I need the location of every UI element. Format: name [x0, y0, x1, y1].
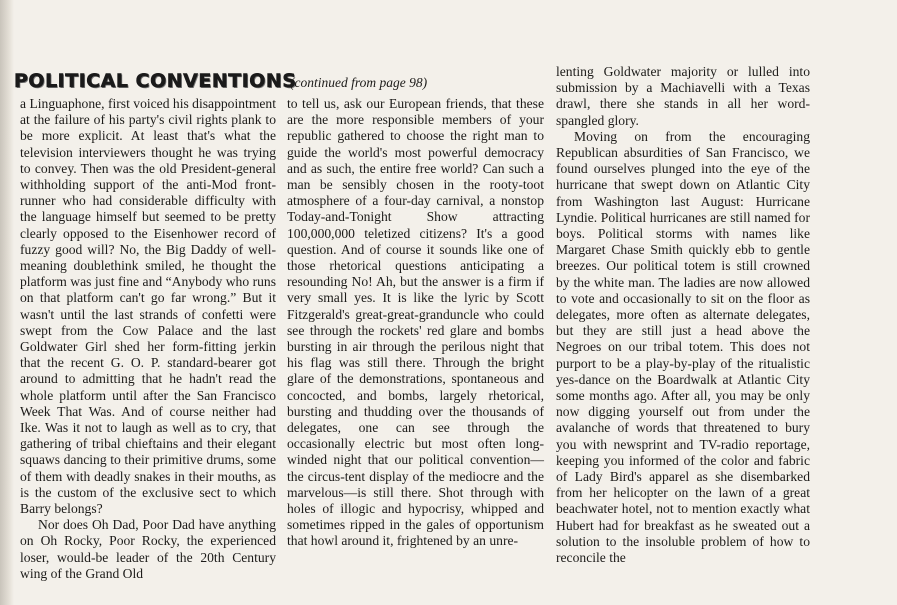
paragraph: Nor does Oh Dad, Poor Dad have anything on Oh Rocky, Poor Rocky, the experienced loser, would-be leader of the 20th Century wing of the Grand Old [20, 517, 276, 581]
continued-note: (continued from page 98) [290, 75, 428, 90]
section-title: POLITICAL CONVENTIONS [14, 70, 297, 92]
paragraph: a Linguaphone, first voiced his disappointment at the failure of his party's civil rights plank to be more explicit. At least that's what the television interviewers thought he was trying to convey. Then was the old President-general withholding support of the anti-Mod front-runner who had considerable difficulty with the language himself but seemed to be pretty clearly opposed to the Eisenhower record of fuzzy good will? No, the Big Daddy of well-meaning doublethink smiled, he thought the platform was just fine and “Anybody who runs on that platform can't go far wrong.” But it wasn't until the last strands of confetti were swept from the Cow Palace and the last Goldwater Girl shed her form-fitting jerkin that the recent G. O. P. standard-bearer got around to admitting that he hadn't read the whole platform until after the San Francisco Week That Was. And of course neither had Ike. Was it not to laugh as well as to cry, that gathering of tribal chieftains and their elegant squaws dancing to their primitive drums, some of them with deadly snakes in their mouths, as is the custom of the exclusive sect to which Barry belongs? [20, 96, 276, 517]
text-column-1 [20, 96, 276, 582]
text-column-2 [287, 96, 544, 550]
paragraph: lenting Goldwater majority or lulled into submission by a Machiavelli with a Texas drawl, there she stands in all her word-spangled glory. [556, 64, 810, 128]
paragraph: to tell us, ask our European friends, that these are the more responsible members of your republic gathered to choose the right man to guide the world's most powerful democracy and as such, the entire free world? Can such a man be sensibly chosen in the rooty-toot atmosphere of a four-day carnival, a nonstop Today-and-Tonight Show attracting 100,000,000 teletized citizens? It's a good question. And of course it sounds like one of those rhetorical questions anticipating a resounding No! Ah, but the answer is a firm if very small yes. It is like the lyric by Scott Fitzgerald's great-great-granduncle who could see through the rockets' red glare and bombs bursting in air through the perilous night that his flag was still there. Through the bright glare of the demonstrations, spontaneous and concocted, and bombs, largely rhetorical, bursting and thudding over the thousands of delegates, one can see through the occasionally electric but most often long-winded night that our political convention—the circus-tent display of the mediocre and the marvelous—is still there. Shot through with holes of illogic and hypocrisy, whipped and sometimes ripped in the gales of opportunism that howl around it, frightened by an unre- [287, 96, 544, 549]
text-column-3 [556, 64, 810, 566]
paragraph: Moving on from the encouraging Republican absurdities of San Francisco, we found ourselves plunged into the eye of the hurricane that swept down on Atlantic City from Washington last August: Hurricane Lyndie. Political hurricanes are still named for boys. Political storms with names like Margaret Chase Smith quickly ebb to gentle breezes. Our political totem is still crowned by the white man. The ladies are now allowed to vote and occasionally to sit on the floor as delegates, more often as alternate delegates, but they are still just a head above the Negroes on our tribal totem. This does not purport to be a play-by-play of the ritualistic yes-dance on the Boardwalk at Atlantic City some months ago. After all, you may be only now digging yourself out from under the avalanche of words that threatened to bury you with newsprint and TV-radio reportage, keeping you informed of the color and fabric of Lady Bird's apparel as she disembarked from her helicopter on the lawn of a great beachwater hotel, not to mention exactly what Hubert had for breakfast as he sweated out a solution to the insoluble problem of how to reconcile the [556, 128, 810, 566]
page-header [14, 70, 554, 96]
